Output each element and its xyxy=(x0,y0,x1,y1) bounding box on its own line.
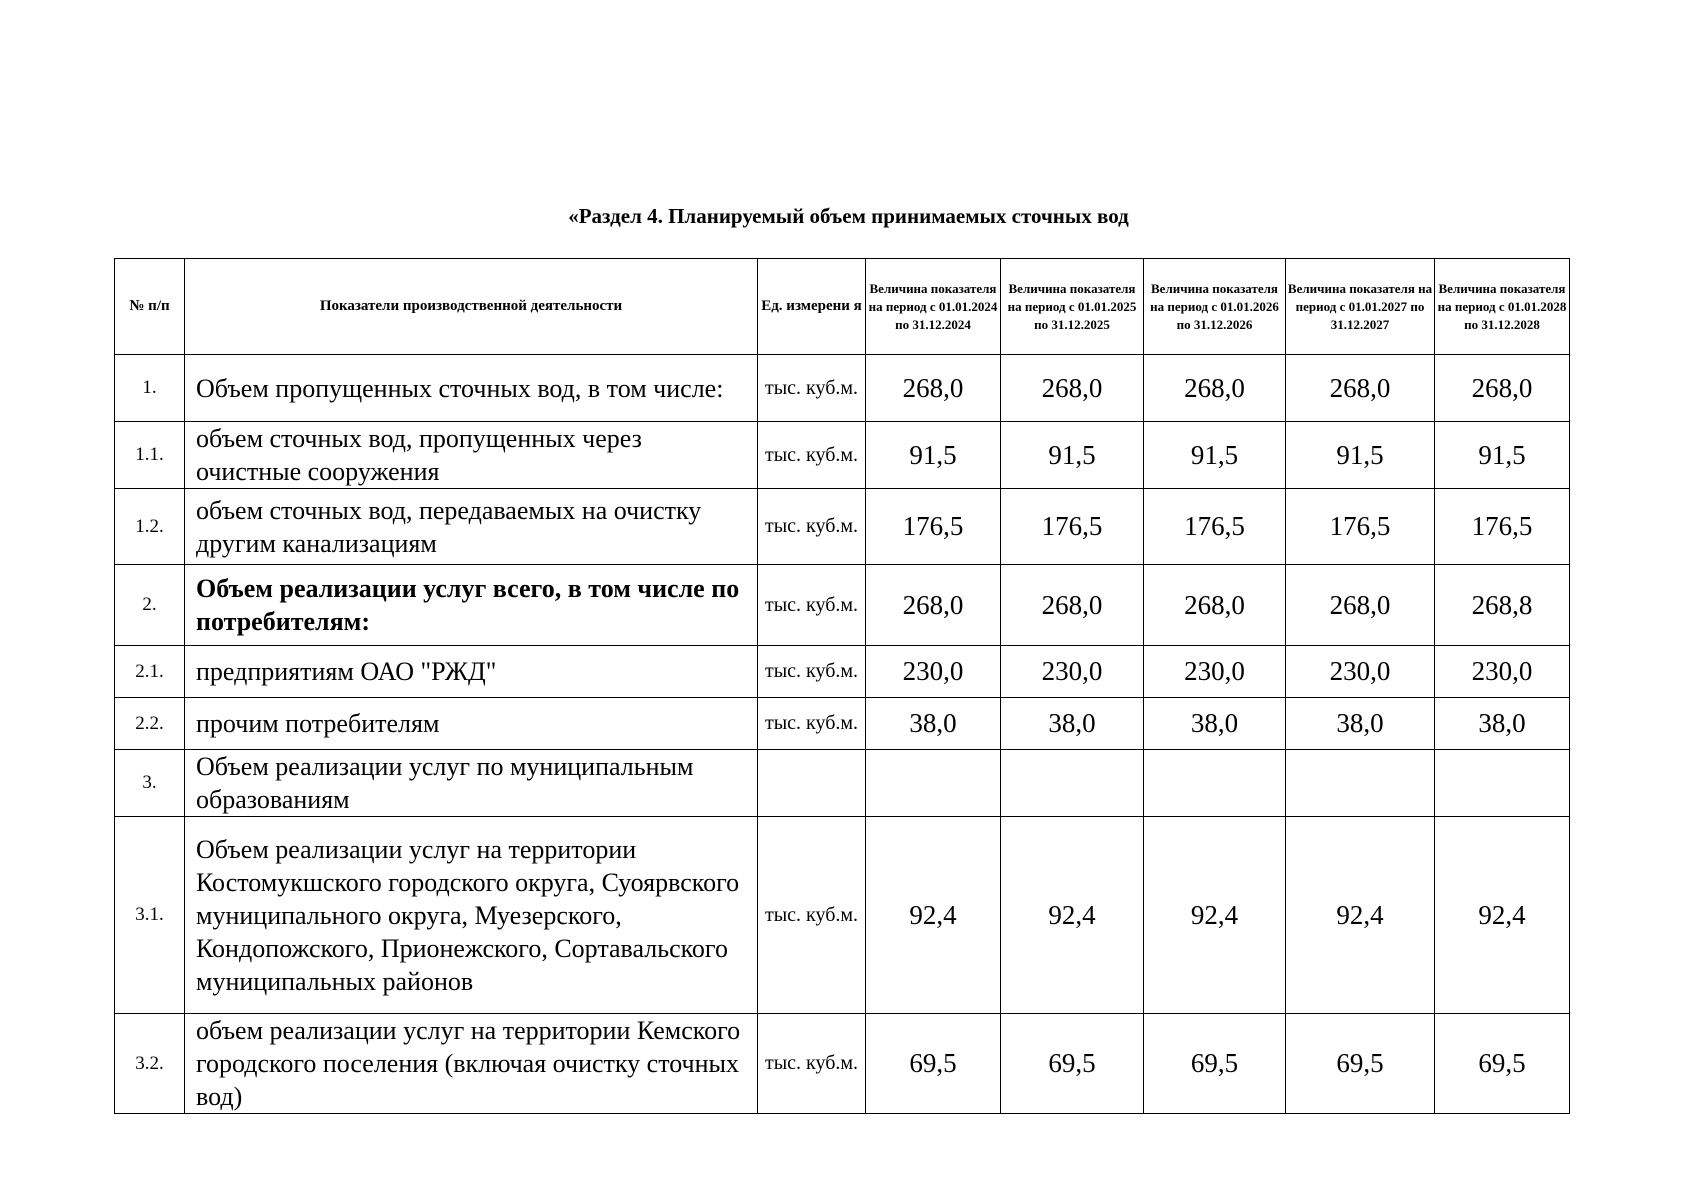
header-period-2027: Величина показателя на период с 01.01.2027 по 31.12.2027 xyxy=(1286,259,1435,355)
table-row xyxy=(115,355,1570,422)
row-indicator: прочим потребителям xyxy=(185,698,758,750)
row-value-2028 xyxy=(1435,750,1570,817)
row-value-2027: 268,0 xyxy=(1286,565,1435,646)
row-value-2027 xyxy=(1286,750,1435,817)
row-value-2026: 38,0 xyxy=(1144,698,1286,750)
row-indicator: объем реализации услуг на территории Кемского городского поселения (включая очистку сточных вод) xyxy=(185,1014,758,1114)
row-value-2027: 176,5 xyxy=(1286,489,1435,565)
row-indicator: Объем пропущенных сточных вод, в том числе: xyxy=(185,355,758,422)
row-value-2026: 92,4 xyxy=(1144,817,1286,1014)
row-value-2024: 91,5 xyxy=(866,422,1001,489)
row-unit: тыс. куб.м. xyxy=(758,646,866,698)
row-unit: тыс. куб.м. xyxy=(758,355,866,422)
row-value-2025: 92,4 xyxy=(1001,817,1144,1014)
row-value-2028: 268,0 xyxy=(1435,355,1570,422)
page-title: «Раздел 4. Планируемый объем принимаемых сточных вод xyxy=(568,204,1129,228)
row-value-2026: 268,0 xyxy=(1144,565,1286,646)
row-value-2026 xyxy=(1144,750,1286,817)
row-unit: тыс. куб.м. xyxy=(758,422,866,489)
row-num: 2. xyxy=(115,565,185,646)
row-value-2026: 268,0 xyxy=(1144,355,1286,422)
row-value-2024: 268,0 xyxy=(866,565,1001,646)
row-unit xyxy=(758,750,866,817)
header-row xyxy=(115,259,1570,355)
row-value-2025: 176,5 xyxy=(1001,489,1144,565)
table-row xyxy=(115,750,1570,817)
row-num: 3.1. xyxy=(115,817,185,1014)
row-value-2024 xyxy=(866,750,1001,817)
indicators-table xyxy=(114,258,1570,1114)
row-indicator: Объем реализации услуг по муниципальным образованиям xyxy=(185,750,758,817)
row-value-2025: 268,0 xyxy=(1001,355,1144,422)
row-num: 1.1. xyxy=(115,422,185,489)
row-value-2025: 230,0 xyxy=(1001,646,1144,698)
row-num: 1. xyxy=(115,355,185,422)
row-value-2028: 38,0 xyxy=(1435,698,1570,750)
row-value-2026: 91,5 xyxy=(1144,422,1286,489)
row-value-2027: 69,5 xyxy=(1286,1014,1435,1114)
header-period-2026: Величина показателя на период с 01.01.2026 по 31.12.2026 xyxy=(1144,259,1286,355)
row-value-2027: 91,5 xyxy=(1286,422,1435,489)
row-value-2027: 268,0 xyxy=(1286,355,1435,422)
row-value-2024: 268,0 xyxy=(866,355,1001,422)
row-value-2024: 230,0 xyxy=(866,646,1001,698)
row-value-2027: 230,0 xyxy=(1286,646,1435,698)
row-value-2028: 268,8 xyxy=(1435,565,1570,646)
row-value-2025: 69,5 xyxy=(1001,1014,1144,1114)
row-value-2026: 69,5 xyxy=(1144,1014,1286,1114)
row-num: 1.2. xyxy=(115,489,185,565)
row-value-2028: 69,5 xyxy=(1435,1014,1570,1114)
row-unit: тыс. куб.м. xyxy=(758,1014,866,1114)
row-num: 3. xyxy=(115,750,185,817)
table-row xyxy=(115,646,1570,698)
row-value-2026: 230,0 xyxy=(1144,646,1286,698)
table-row xyxy=(115,1014,1570,1114)
row-value-2028: 92,4 xyxy=(1435,817,1570,1014)
row-value-2025: 268,0 xyxy=(1001,565,1144,646)
row-num: 2.2. xyxy=(115,698,185,750)
row-indicator: Объем реализации услуг на территории Костомукшского городского округа, Суоярвского муниципального округа, Муезерского, Кондопожского, Прионежского, Сортавальского муниципальных районов xyxy=(185,817,758,1014)
row-value-2027: 92,4 xyxy=(1286,817,1435,1014)
row-value-2025: 91,5 xyxy=(1001,422,1144,489)
row-value-2028: 176,5 xyxy=(1435,489,1570,565)
header-unit: Ед. измерени я xyxy=(758,259,866,355)
row-value-2025 xyxy=(1001,750,1144,817)
table-row xyxy=(115,817,1570,1014)
row-value-2028: 91,5 xyxy=(1435,422,1570,489)
table-row xyxy=(115,489,1570,565)
table-row xyxy=(115,422,1570,489)
row-value-2024: 92,4 xyxy=(866,817,1001,1014)
row-indicator: объем сточных вод, пропущенных через очистные сооружения xyxy=(185,422,758,489)
row-value-2025: 38,0 xyxy=(1001,698,1144,750)
row-indicator: Объем реализации услуг всего, в том числе по потребителям: xyxy=(185,565,758,646)
row-value-2024: 69,5 xyxy=(866,1014,1001,1114)
header-period-2025: Величина показателя на период с 01.01.2025 по 31.12.2025 xyxy=(1001,259,1144,355)
row-value-2027: 38,0 xyxy=(1286,698,1435,750)
header-period-2024: Величина показателя на период с 01.01.2024 по 31.12.2024 xyxy=(866,259,1001,355)
row-unit: тыс. куб.м. xyxy=(758,565,866,646)
row-indicator: объем сточных вод, передаваемых на очистку другим канализациям xyxy=(185,489,758,565)
row-unit: тыс. куб.м. xyxy=(758,698,866,750)
row-num: 3.2. xyxy=(115,1014,185,1114)
row-value-2024: 38,0 xyxy=(866,698,1001,750)
row-indicator: предприятиям ОАО "РЖД" xyxy=(185,646,758,698)
row-num: 2.1. xyxy=(115,646,185,698)
row-value-2028: 230,0 xyxy=(1435,646,1570,698)
row-value-2024: 176,5 xyxy=(866,489,1001,565)
header-indicator: Показатели производственной деятельности xyxy=(185,259,758,355)
row-unit: тыс. куб.м. xyxy=(758,817,866,1014)
row-value-2026: 176,5 xyxy=(1144,489,1286,565)
table-row xyxy=(115,698,1570,750)
row-unit: тыс. куб.м. xyxy=(758,489,866,565)
header-period-2028: Величина показателя на период с 01.01.2028 по 31.12.2028 xyxy=(1435,259,1570,355)
table-row xyxy=(115,565,1570,646)
header-num: № п/п xyxy=(115,259,185,355)
